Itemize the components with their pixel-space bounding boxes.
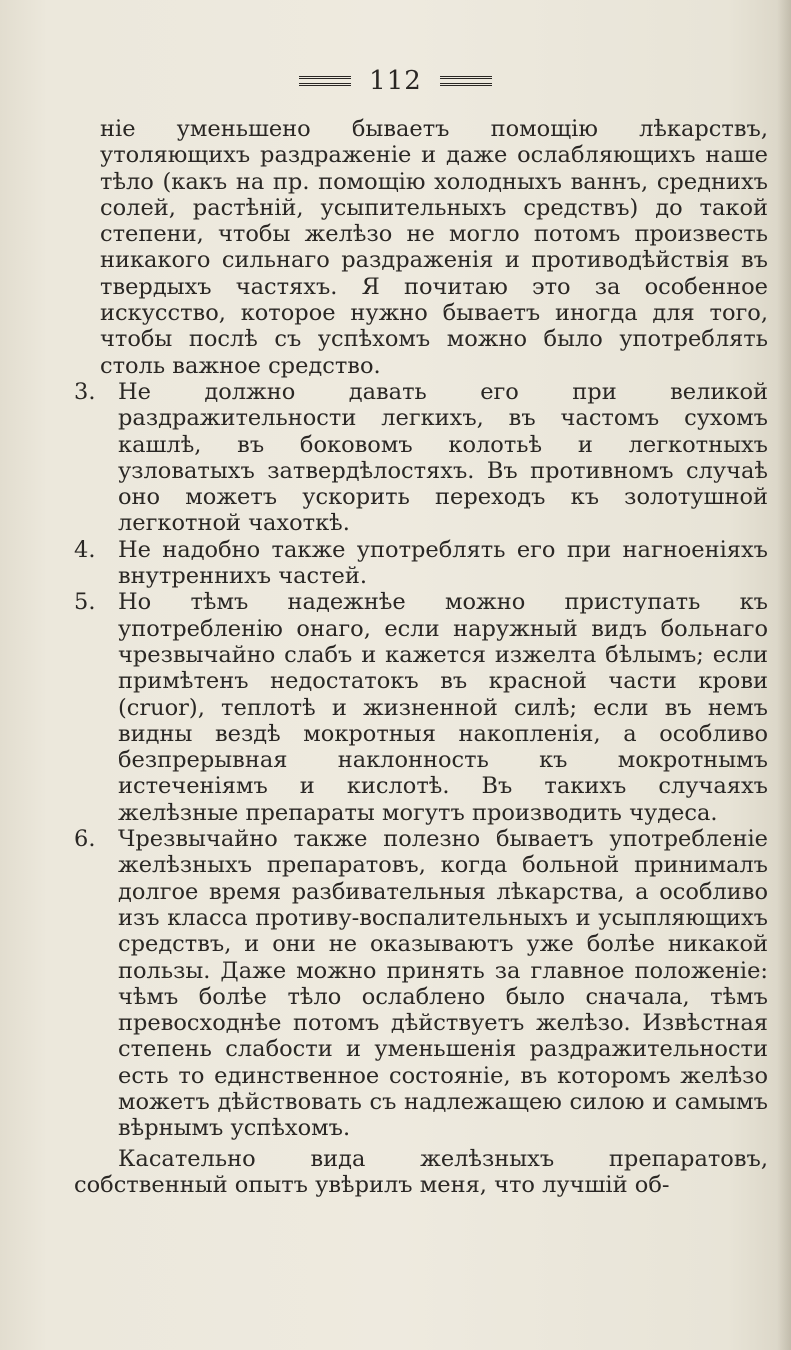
item-text: Не надобно также употреблять его при нагноеніяхъ внутреннихъ частей. <box>118 536 768 590</box>
body-text <box>74 116 768 1198</box>
page-number: 112 <box>369 66 422 96</box>
list-item-3 <box>74 379 768 537</box>
header-rule-left <box>299 76 351 86</box>
page-header <box>0 66 791 96</box>
item-text: Но тѣмъ надежнѣе можно приступать къ употребленію онаго, если наружный видъ больнаго чрезвычайно слабъ и кажется изжелта бѣлымъ; если примѣтенъ недостатокъ въ красной части крови (cruor), теплотѣ и жизненной силѣ; если въ немъ видны вездѣ мокротныя накопленія, а особливо безпрерывная наклонность къ мокротнымъ истеченіямъ и кислотѣ. Въ такихъ случаяхъ желѣзные препараты могутъ производить чудеса. <box>118 589 768 826</box>
continuation-paragraph: ніе уменьшено бываетъ помощію лѣкарствъ, утоляющихъ раздраженіе и даже ослабляющихъ наше тѣло (какъ на пр. помощію холодныхъ ваннъ, среднихъ солей, растѣній, усыпительныхъ средствъ) до такой степени, чтобы желѣзо не могло потомъ произвесть никакого сильнаго раздраженія и противодѣйствія въ твердыхъ частяхъ. Я почитаю это за особенное искусство, которое нужно бываетъ иногда для того, чтобы послѣ съ успѣхомъ можно было употреблять столь важное средство. <box>100 116 768 379</box>
final-paragraph: Касательно вида желѣзныхъ препаратовъ, собственный опытъ увѣрилъ меня, что лучшій об- <box>74 1145 768 1198</box>
item-number: 3. <box>74 378 96 405</box>
item-number: 6. <box>74 826 96 853</box>
item-number: 5. <box>74 589 96 616</box>
header-rule-right <box>440 76 492 86</box>
list-item-5 <box>74 589 768 826</box>
item-number: 4. <box>74 536 96 563</box>
item-text: Не должно давать его при великой раздражительности легкихъ, въ частомъ сухомъ кашлѣ, въ боковомъ колотьѣ и легкотныхъ узловатыхъ затвердѣлостяхъ. Въ противномъ случаѣ оно можетъ ускорить переходъ къ золотушной легкотной чахоткѣ. <box>118 378 768 537</box>
list-item-4 <box>74 537 768 590</box>
page-edge-shadow <box>777 0 791 1350</box>
list-item-6 <box>74 826 768 1142</box>
item-text: Чрезвычайно также полезно бываетъ употребленіе желѣзныхъ препаратовъ, когда больной принималъ долгое время разбивательныя лѣкарства, а особливо изъ класса противу-воспалительныхъ и усыпляющихъ средствъ, и они не оказываютъ уже болѣе никакой пользы. Даже можно принять за главное положеніе: чѣмъ болѣе тѣло ослаблено было сначала, тѣмъ превосходнѣе потомъ дѣйствуетъ желѣзо. Извѣстная степень слабости и уменьшенія раздражительности есть то единственное состояніе, въ которомъ желѣзо можетъ дѣйствовать съ надлежащею силою и самымъ вѣрнымъ успѣхомъ. <box>118 826 768 1142</box>
